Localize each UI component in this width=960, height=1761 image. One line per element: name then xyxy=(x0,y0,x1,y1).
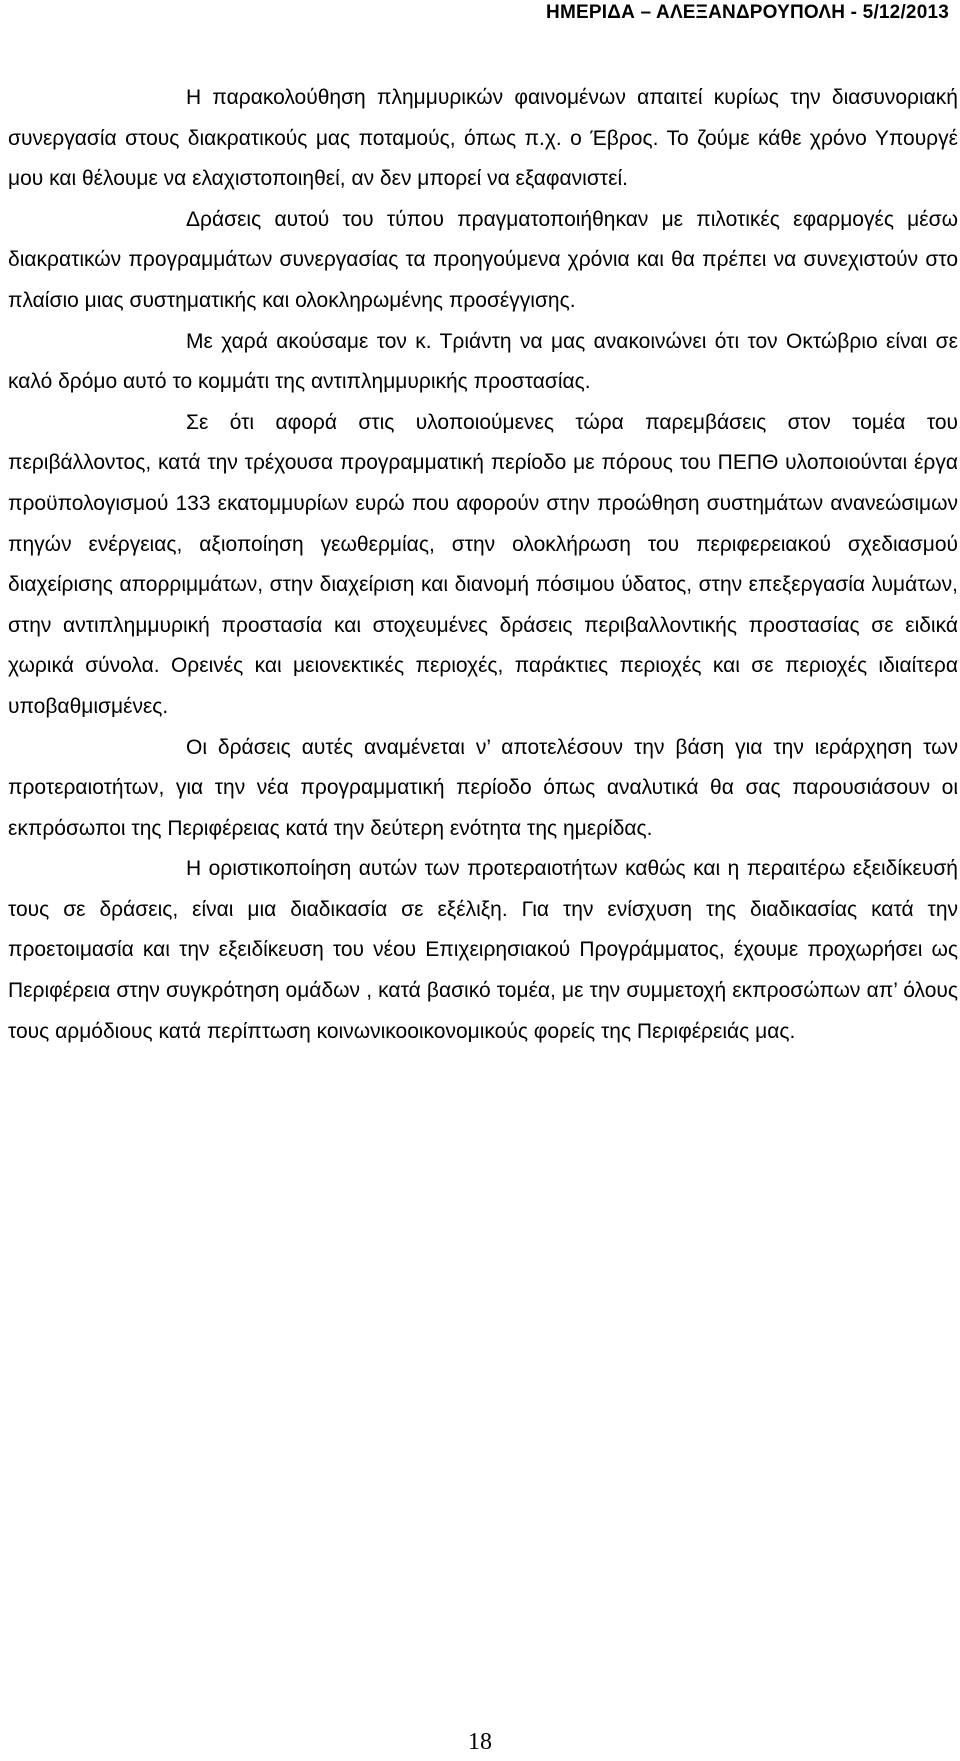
paragraph-5: Οι δράσεις αυτές αναμένεται ν’ αποτελέσουν την βάση για την ιεράρχηση των προτεραιοτήτων, για την νέα προγραμματική περίοδο όπως αναλυτικά θα σας παρουσιάσουν οι εκπρόσωποι της Περιφέρειας κατά την δεύτερη ενότητα της ημερίδας. xyxy=(8,735,958,840)
paragraph-4: Σε ότι αφορά στις υλοποιούμενες τώρα παρεμβάσεις στον τομέα του περιβάλλοντος, κατά την τρέχουσα προγραμματική περίοδο με πόρους του ΠΕΠΘ υλοποιούνται έργα προϋπολογισμού 133 εκατομμυρίων ευρώ που αφορούν στην προώθηση συστημάτων ανανεώσιμων πηγών ενέργειας, αξιοποίηση γεωθερμίας, στην ολοκλήρωση του περιφερειακού σχεδιασμού διαχείρισης απορριμμάτων, στην διαχείριση και διανομή πόσιμου ύδατος, στην επεξεργασία λυμάτων, στην αντιπλημμυρική προστασία και στοχευμένες δράσεις περιβαλλοντικής προστασίας σε ειδικά χωρικά σύνολα. Ορεινές και μειονεκτικές περιοχές, παράκτιες περιοχές και σε περιοχές ιδιαίτερα υποβαθμισμένες. xyxy=(8,410,958,718)
document-body xyxy=(8,78,958,1052)
page-header: ΗΜΕΡΙΔΑ – ΑΛΕΞΑΝΔΡΟΥΠΟΛΗ - 5/12/2013 xyxy=(546,2,949,23)
paragraph-2: Δράσεις αυτού του τύπου πραγματοποιήθηκαν με πιλοτικές εφαρμογές μέσω διακρατικών προγραμμάτων συνεργασίας τα προηγούμενα χρόνια και θα πρέπει να συνεχιστούν στο πλαίσιο μιας συστηματικής και ολοκληρωμένης προσέγγισης. xyxy=(8,207,958,312)
paragraph-3: Με χαρά ακούσαμε τον κ. Τριάντη να μας ανακοινώνει ότι τον Οκτώβριο είναι σε καλό δρόμο αυτό το κομμάτι της αντιπλημμυρικής προστασίας. xyxy=(8,329,958,394)
paragraph-6: Η οριστικοποίηση αυτών των προτεραιοτήτων καθώς και η περαιτέρω εξειδίκευσή τους σε δράσεις, είναι μια διαδικασία σε εξέλιξη. Για την ενίσχυση της διαδικασίας κατά την προετοιμασία και την εξειδίκευση του νέου Επιχειρησιακού Προγράμματος, έχουμε προχωρήσει ως Περιφέρεια στην συγκρότηση ομάδων , κατά βασικό τομέα, με την συμμετοχή εκπροσώπων απ’ όλους τους αρμόδιους κατά περίπτωση κοινωνικοοικονομικούς φορείς της Περιφέρειάς μας. xyxy=(8,857,958,1043)
paragraph-1: Η παρακολούθηση πλημμυρικών φαινομένων απαιτεί κυρίως την διασυνοριακή συνεργασία στους διακρατικούς μας ποταμούς, όπως π.χ. ο Έβρος. Το ζούμε κάθε χρόνο Υπουργέ μου και θέλουμε να ελαχιστοποιηθεί, αν δεν μπορεί να εξαφανιστεί. xyxy=(8,86,958,191)
page-number: 18 xyxy=(468,1729,492,1755)
